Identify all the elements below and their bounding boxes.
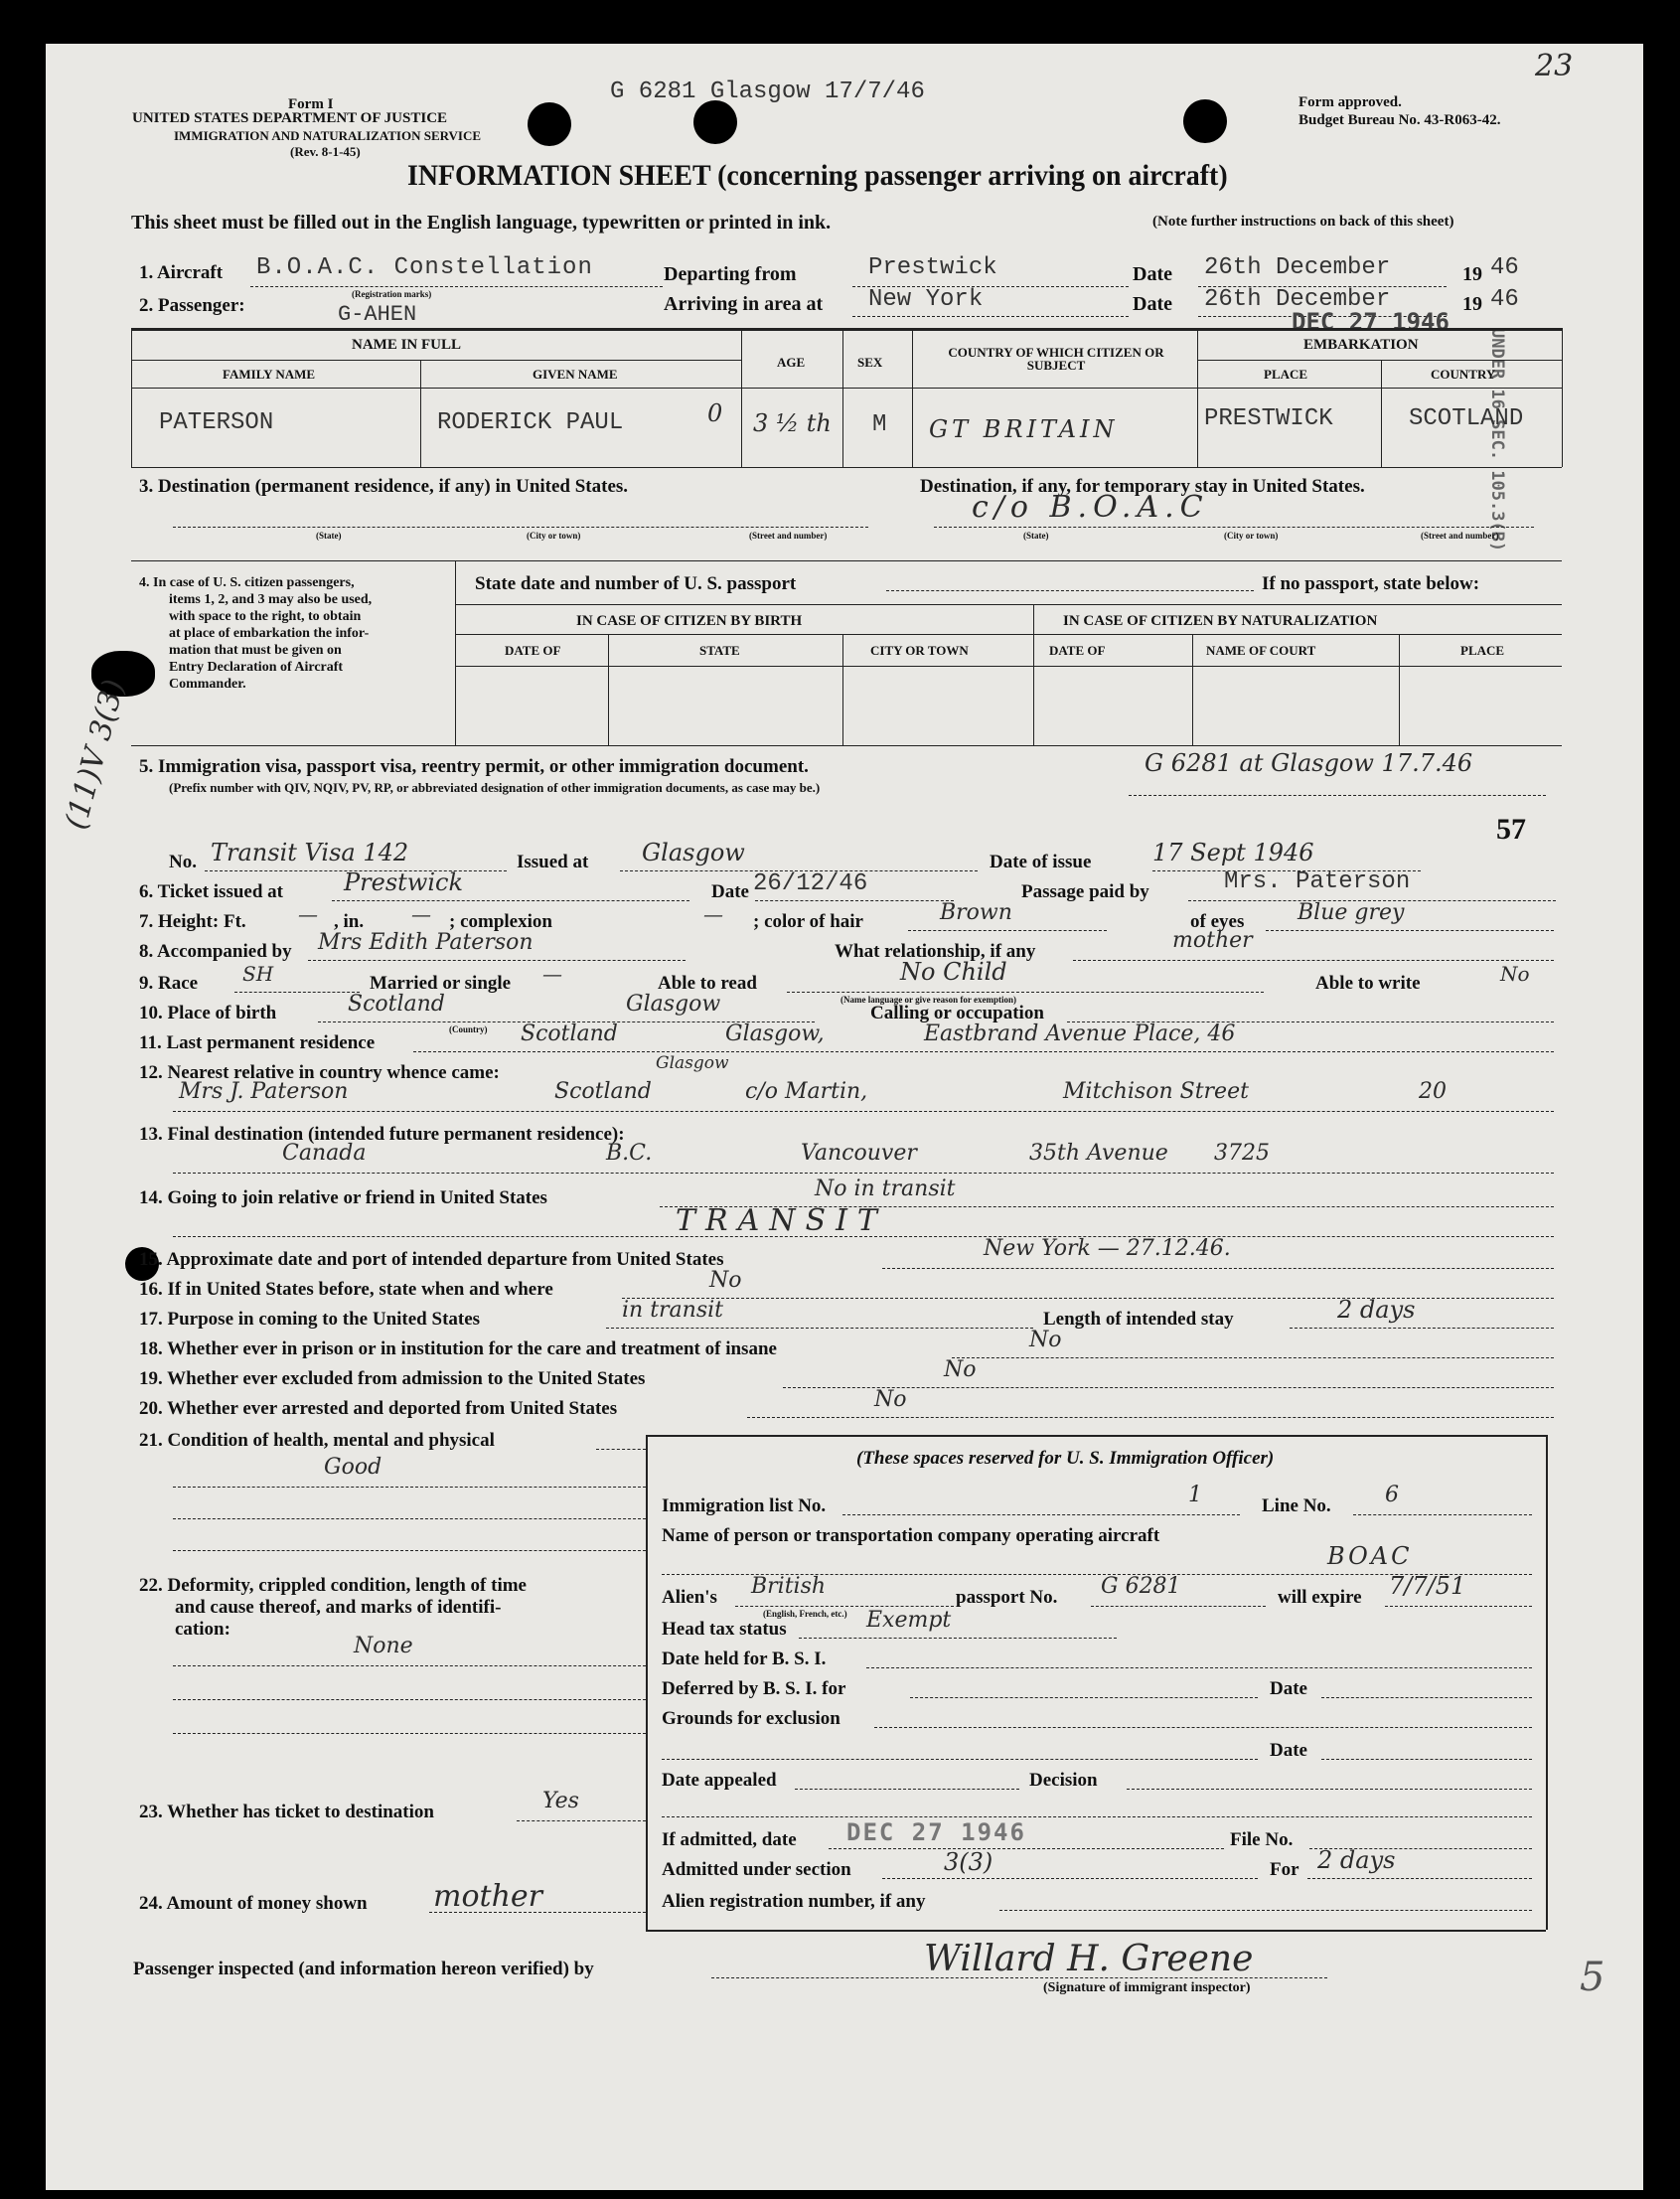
money-shown-label: 24. Amount of money shown	[139, 1893, 368, 1914]
passage-paid-value: Mrs. Paterson	[1224, 868, 1411, 895]
country-header: COUNTRY	[1431, 367, 1496, 382]
final-street: 35th Avenue	[1029, 1141, 1168, 1166]
corner-mark: 5	[1580, 1955, 1605, 2000]
health-value: Good	[324, 1455, 382, 1480]
ticket-destination-label: 23. Whether has ticket to destination	[139, 1802, 434, 1822]
date-arrival-label: Date	[1133, 293, 1172, 315]
embarkation-country-value: SCOTLAND	[1409, 405, 1524, 432]
city-caption: (City or town)	[1224, 531, 1279, 541]
ticket-date-value: 26/12/46	[753, 870, 868, 897]
bsi-deferred-label: Deferred by B. S. I. for	[662, 1678, 846, 1699]
passport-label: State date and number of U. S. passport	[475, 573, 797, 594]
prison-value: No	[1029, 1328, 1062, 1352]
country-caption: (Country)	[449, 1024, 488, 1034]
head-tax-value: Exempt	[866, 1608, 952, 1633]
excluded-value: No	[944, 1357, 977, 1382]
inspection-label: Passenger inspected (and information hereon verified) by	[133, 1959, 594, 1979]
citizen-by-naturalization-header: IN CASE OF CITIZEN BY NATURALIZATION	[1063, 613, 1378, 629]
embarkation-header: EMBARKATION	[1303, 337, 1419, 353]
year-arrival-value: 46	[1490, 286, 1519, 313]
age-value: 3 ½ th	[753, 409, 832, 437]
citizen-by-birth-header: IN CASE OF CITIZEN BY BIRTH	[576, 613, 803, 629]
date-of-issue-value: 17 Sept 1946	[1152, 839, 1314, 866]
accompanied-by-label: 8. Accompanied by	[139, 941, 292, 962]
exclusion-grounds-label: Grounds for exclusion	[662, 1708, 840, 1729]
money-shown-value: mother	[433, 1879, 542, 1914]
operator-value: BOAC	[1327, 1542, 1413, 1570]
revision-date: (Rev. 8-1-45)	[290, 144, 361, 159]
place-col-header: PLACE	[1460, 643, 1505, 658]
height-inches-value: —	[411, 902, 431, 926]
deformity-label: and cause thereof, and marks of identifi-	[175, 1597, 502, 1618]
departure-value: New York — 27.12.46.	[984, 1236, 1231, 1261]
stay-duration-value: 2 days	[1317, 1846, 1396, 1874]
issued-at-label: Issued at	[517, 852, 589, 872]
head-tax-label: Head tax status	[662, 1619, 787, 1640]
family-name-value: PATERSON	[159, 409, 274, 436]
registration-caption: (Registration marks)	[352, 289, 432, 299]
service-name: IMMIGRATION AND NATURALIZATION SERVICE	[174, 128, 482, 143]
marital-status-label: Married or single	[370, 973, 512, 994]
arrival-date-stamp: DEC 27 1946	[1292, 308, 1450, 336]
inches-label: , in.	[334, 911, 365, 932]
inspector-signature: Willard H. Greene	[924, 1939, 1254, 1979]
relative-number: 20	[1419, 1079, 1447, 1104]
admitted-section-label: Admitted under section	[662, 1859, 851, 1880]
purpose-value: in transit	[622, 1298, 724, 1323]
document-number-value: Transit Visa 142	[211, 839, 409, 866]
immigration-list-value: 1	[1188, 1483, 1202, 1507]
punch-hole	[1183, 99, 1227, 143]
alien-registration-label: Alien registration number, if any	[662, 1891, 926, 1912]
department-name: UNITED STATES DEPARTMENT OF JUSTICE	[132, 110, 448, 126]
able-to-write-label: Able to write	[1315, 973, 1421, 994]
officer-section-title: (These spaces reserved for U. S. Immigration Officer)	[856, 1448, 1275, 1469]
given-name-header: GIVEN NAME	[533, 367, 618, 382]
aliens-nationality-value: British	[751, 1574, 827, 1599]
last-residence-label: 11. Last permanent residence	[139, 1032, 376, 1053]
signature-caption: (Signature of immigrant inspector)	[1043, 1980, 1251, 1995]
accompanied-by-value: Mrs Edith Paterson	[318, 930, 534, 955]
citizen-note-line: Entry Declaration of Aircraft	[169, 660, 344, 675]
name-in-full-header: NAME IN FULL	[352, 337, 462, 353]
given-name-value: RODERICK PAUL	[437, 409, 624, 436]
departing-label: Departing from	[664, 263, 797, 285]
citizenship-value: GT BRITAIN	[929, 415, 1119, 443]
bsi-held-label: Date held for B. S. I.	[662, 1649, 827, 1669]
relationship-label: What relationship, if any	[835, 941, 1036, 962]
state-col-header: STATE	[699, 643, 740, 658]
citizen-note-line: with space to the right, to obtain	[169, 609, 362, 624]
citizen-note-line: at place of embarkation the infor-	[169, 626, 370, 641]
expiry-label: will expire	[1278, 1587, 1362, 1608]
age-mark: 0	[707, 399, 723, 427]
aircraft-label: 1. Aircraft	[139, 262, 224, 283]
citizen-country-header: COUNTRY OF WHICH CITIZEN OR SUBJECT	[948, 345, 1164, 373]
page-number: 23	[1535, 49, 1574, 83]
destination-label: 3. Destination (permanent residence, if any) in United States.	[139, 476, 629, 497]
street-caption: (Street and number)	[1421, 531, 1499, 541]
deformity-label: 22. Deformity, crippled condition, length of time	[139, 1575, 527, 1596]
relative-name: Mrs J. Paterson	[179, 1079, 349, 1104]
decision-label: Decision	[1029, 1770, 1098, 1791]
nearest-relative-label: 12. Nearest relative in country whence came:	[139, 1062, 500, 1083]
transit-note: TRANSIT	[676, 1203, 887, 1238]
previous-visit-value: No	[709, 1268, 742, 1293]
relationship-value: mother	[1172, 928, 1253, 953]
sex-value: M	[872, 411, 887, 438]
marital-status-value: —	[542, 962, 562, 986]
family-name-header: FAMILY NAME	[223, 367, 316, 382]
registration-value: G-AHEN	[338, 302, 417, 327]
issued-at-value: Glasgow	[642, 839, 745, 866]
arriving-label: Arriving in area at	[664, 293, 824, 315]
date-arrival-value: 26th December	[1204, 286, 1391, 313]
final-state: B.C.	[606, 1141, 653, 1166]
previous-visit-label: 16. If in United States before, state when and where	[139, 1279, 553, 1300]
deferred-date-label: Date	[1270, 1678, 1307, 1699]
read-exemption-caption: (Name language or give reason for exemption)	[840, 995, 1016, 1005]
immigration-list-label: Immigration list No.	[662, 1495, 827, 1516]
visa-sublabel: (Prefix number with QIV, NQIV, PV, RP, or abbreviated designation of other immigration documents, as case may be.)	[169, 780, 821, 795]
admitted-date-label: If admitted, date	[662, 1829, 797, 1850]
date-col-header: DATE OF	[505, 643, 561, 658]
temp-destination-value: c/o B.O.A.C	[972, 490, 1209, 525]
form-number: Form I	[288, 96, 334, 112]
citizen-note-line: 4. In case of U. S. citizen passengers,	[139, 575, 355, 590]
last-residence-street: Eastbrand Avenue Place, 46	[924, 1021, 1236, 1046]
year-departure-value: 46	[1490, 254, 1519, 281]
last-residence-city: Glasgow,	[725, 1021, 825, 1046]
place-header: PLACE	[1264, 367, 1308, 382]
passage-paid-label: Passage paid by	[1021, 881, 1149, 902]
instruction-note: (Note further instructions on back of this sheet)	[1152, 214, 1454, 230]
deformity-label: cation:	[175, 1619, 230, 1640]
join-relative-label: 14. Going to join relative or friend in United States	[139, 1187, 547, 1208]
relative-care-of: c/o Martin,	[745, 1079, 868, 1104]
street-caption: (Street and number)	[749, 531, 828, 541]
date-departure-value: 26th December	[1204, 254, 1391, 281]
line-number-label: Line No.	[1262, 1495, 1331, 1516]
visa-label: 5. Immigration visa, passport visa, reentry permit, or other immigration document.	[139, 756, 809, 777]
citizen-note-line: Commander.	[169, 677, 246, 692]
final-destination-label: 13. Final destination (intended future permanent residence):	[139, 1124, 625, 1145]
race-label: 9. Race	[139, 973, 199, 994]
hair-color-value: Brown	[940, 900, 1012, 925]
ticket-issued-value: Prestwick	[344, 868, 463, 896]
passenger-label: 2. Passenger:	[139, 295, 245, 316]
exclusion-date-label: Date	[1270, 1740, 1307, 1761]
final-city: Vancouver	[801, 1141, 917, 1166]
language-instruction: This sheet must be filled out in the English language, typewritten or printed in ink.	[131, 212, 832, 234]
aliens-nationality-label: Alien's	[662, 1587, 717, 1608]
length-of-stay-value: 2 days	[1337, 1296, 1416, 1324]
complexion-label: ; complexion	[449, 911, 552, 932]
ticket-destination-value: Yes	[542, 1789, 579, 1813]
relative-city: Glasgow	[656, 1053, 729, 1073]
health-label: 21. Condition of health, mental and physical	[139, 1430, 495, 1451]
able-to-write-value: No	[1500, 962, 1530, 986]
operator-label: Name of person or transportation company operating aircraft	[662, 1525, 1160, 1546]
birthplace-label: 10. Place of birth	[139, 1003, 277, 1023]
eye-color-label: of eyes	[1190, 911, 1245, 932]
hair-color-label: ; color of hair	[753, 911, 863, 932]
file-number-label: File No.	[1230, 1829, 1294, 1850]
no-passport-label: If no passport, state below:	[1262, 573, 1480, 594]
final-number: 3725	[1214, 1141, 1270, 1166]
departing-value: Prestwick	[868, 254, 997, 281]
for-label: For	[1270, 1859, 1299, 1880]
final-country: Canada	[282, 1141, 367, 1166]
departure-label: 15. Approximate date and port of intended departure from United States	[139, 1249, 724, 1270]
birth-country-value: Scotland	[348, 992, 445, 1017]
record-count: 57	[1496, 813, 1526, 846]
purpose-label: 17. Purpose in coming to the United States	[139, 1309, 481, 1330]
sex-header: SEX	[857, 355, 883, 370]
state-caption: (State)	[1023, 531, 1049, 541]
visa-value: G 6281 at Glasgow 17.7.46	[1145, 749, 1473, 777]
date-of-issue-label: Date of issue	[990, 852, 1092, 872]
nationality-caption: (English, French, etc.)	[763, 1609, 847, 1619]
ticket-issued-label: 6. Ticket issued at	[139, 881, 283, 902]
city-col-header: CITY OR TOWN	[870, 643, 969, 658]
appeal-date-label: Date appealed	[662, 1770, 777, 1791]
admitted-date-stamp: DEC 27 1946	[846, 1818, 1026, 1846]
state-caption: (State)	[316, 531, 342, 541]
ticket-date-label: Date	[711, 881, 749, 902]
eye-color-value: Blue grey	[1298, 900, 1405, 925]
punch-hole	[528, 102, 571, 146]
margin-note: (11)V 3(3)	[59, 676, 132, 834]
section-stamp: UNDER 16 SEC. 105.3(B)	[1487, 328, 1507, 552]
expiry-value: 7/7/51	[1389, 1572, 1466, 1600]
line-number-value: 6	[1385, 1483, 1399, 1507]
deported-value: No	[874, 1387, 907, 1412]
relative-country: Scotland	[554, 1079, 652, 1104]
date-departure-label: Date	[1133, 263, 1172, 285]
citizen-note-line: items 1, 2, and 3 may also be used,	[169, 592, 373, 607]
year-prefix: 19	[1462, 263, 1482, 285]
admitted-section-value: 3(3)	[944, 1848, 993, 1876]
punch-hole	[693, 100, 737, 144]
able-to-read-value: No Child	[900, 958, 1007, 986]
deformity-value: None	[354, 1634, 413, 1658]
race-value: SH	[242, 962, 274, 986]
excluded-label: 19. Whether ever excluded from admission to the United States	[139, 1368, 646, 1389]
city-caption: (City or town)	[527, 531, 581, 541]
birth-city-value: Glasgow	[626, 992, 721, 1017]
file-reference: G 6281 Glasgow 17/7/46	[610, 79, 925, 105]
form-approval: Form approved.	[1298, 94, 1402, 110]
length-of-stay-label: Length of intended stay	[1043, 1309, 1234, 1330]
citizen-note-line: mation that must be given on	[169, 643, 342, 658]
occupation-label: Calling or occupation	[870, 1003, 1044, 1023]
able-to-read-label: Able to read	[658, 973, 757, 994]
page-title: INFORMATION SHEET (concerning passenger arriving on aircraft)	[407, 159, 1228, 192]
passport-number-label: passport No.	[956, 1587, 1058, 1608]
temp-destination-label: Destination, if any, for temporary stay in United States.	[920, 476, 1365, 497]
date-col-header: DATE OF	[1049, 643, 1106, 658]
embarkation-place-value: PRESTWICK	[1204, 405, 1333, 432]
height-feet-value: —	[298, 902, 318, 926]
year-prefix: 19	[1462, 293, 1482, 315]
prison-label: 18. Whether ever in prison or in institution for the care and treatment of insane	[139, 1338, 777, 1359]
passport-number-value: G 6281	[1101, 1574, 1181, 1599]
last-residence-country: Scotland	[521, 1021, 618, 1046]
complexion-value: —	[703, 902, 723, 926]
document-number-label: No.	[169, 852, 197, 872]
age-header: AGE	[777, 355, 806, 370]
budget-bureau-number: Budget Bureau No. 43-R063-42.	[1298, 112, 1501, 128]
relative-street: Mitchison Street	[1063, 1079, 1249, 1104]
join-relative-value: No in transit	[815, 1177, 956, 1201]
deported-label: 20. Whether ever arrested and deported from United States	[139, 1398, 618, 1419]
arriving-value: New York	[868, 286, 984, 313]
aircraft-value: B.O.A.C. Constellation	[256, 254, 593, 281]
height-label: 7. Height: Ft.	[139, 911, 246, 932]
court-col-header: NAME OF COURT	[1206, 643, 1316, 658]
